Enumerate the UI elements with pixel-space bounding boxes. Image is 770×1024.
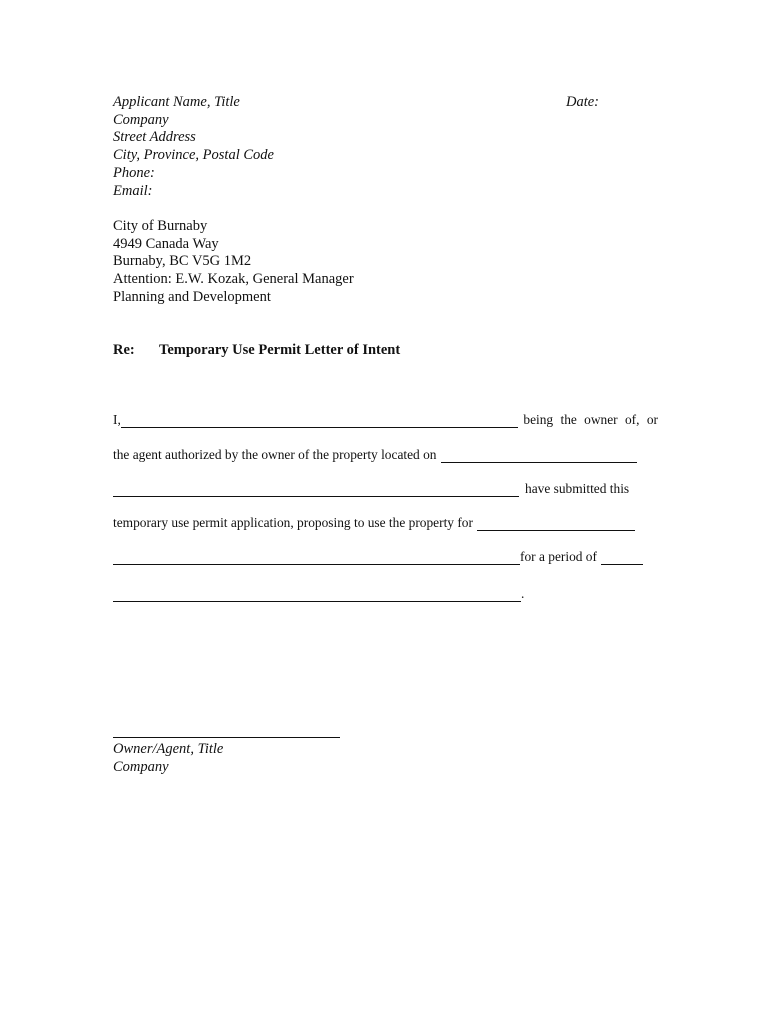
applicant-street: Street Address (113, 129, 196, 146)
body-line-3 (113, 481, 658, 497)
recipient-line-1: City of Burnaby (113, 218, 208, 234)
applicant-phone: Phone: (113, 164, 155, 181)
proposed-use-continued-blank[interactable] (113, 552, 520, 565)
date-label: Date: (566, 94, 600, 110)
applicant-email: Email: (113, 182, 153, 199)
property-address-blank[interactable] (113, 484, 519, 497)
recipient-line-3: Burnaby, BC V5G 1M2 (113, 253, 252, 270)
body-line-2 (113, 447, 658, 463)
subject-re: Re: (113, 342, 135, 358)
body-line-4-text: temporary use permit application, proposing to use the property for (113, 515, 473, 530)
body-line-1 (113, 412, 658, 428)
signature-block (113, 741, 223, 776)
proposed-use-blank[interactable] (477, 518, 635, 531)
signature-company: Company (113, 758, 169, 775)
period-continued-blank[interactable] (113, 589, 521, 602)
body-line-4 (113, 515, 658, 531)
body-line-6 (113, 586, 658, 602)
signature-line[interactable] (113, 737, 340, 738)
applicant-block (113, 94, 274, 200)
applicant-company: Company (113, 111, 169, 128)
body-line-5 (113, 549, 658, 565)
subject-title: Temporary Use Permit Letter of Intent (159, 342, 401, 358)
period-blank[interactable] (601, 552, 643, 565)
recipient-block (113, 218, 354, 307)
body-line-1-suffix: being the owner of, or (523, 412, 658, 427)
owner-name-blank[interactable] (121, 415, 519, 428)
body-line-5-suffix: for a period of (520, 549, 597, 564)
applicant-city: City, Province, Postal Code (113, 147, 274, 164)
property-location-blank[interactable] (441, 450, 637, 463)
recipient-line-2: 4949 Canada Way (113, 235, 219, 252)
recipient-line-4: Attention: E.W. Kozak, General Manager (113, 271, 354, 288)
body-line-3-suffix: have submitted this (525, 481, 630, 496)
body-line-2-text: the agent authorized by the owner of the property located on (113, 447, 437, 462)
body-line-1-prefix: I, (113, 412, 121, 427)
applicant-name-title: Applicant Name, Title (113, 94, 240, 110)
body-line-6-suffix: . (521, 586, 525, 601)
signature-role: Owner/Agent, Title (113, 741, 224, 757)
recipient-line-5: Planning and Development (113, 288, 271, 305)
